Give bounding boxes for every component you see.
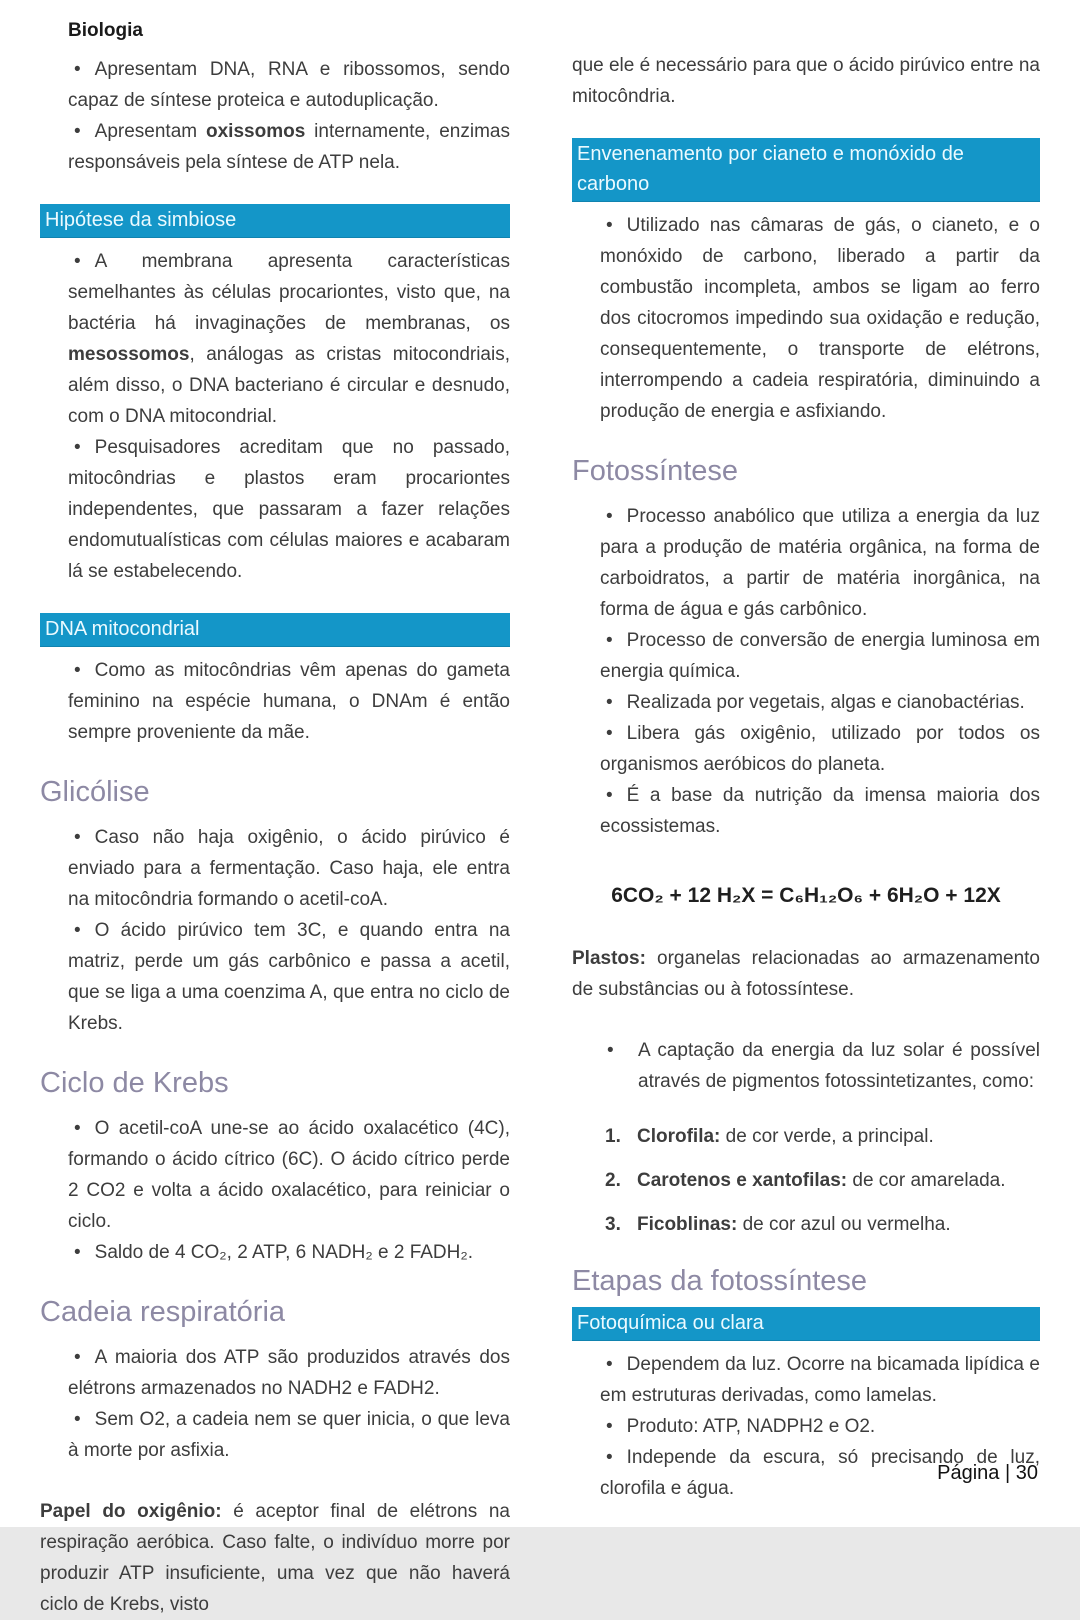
text-run: , análogas as cristas mitocondriais, além disso, o DNA bacteriano é circular e desnudo, com o DNA mitocondrial.	[68, 344, 510, 427]
list-item	[68, 655, 510, 748]
section-bar-label: Fotoquímica ou clara	[577, 1312, 764, 1334]
section-header-bar-fotoquimica	[572, 1307, 1040, 1341]
text-run: Saldo de 4 CO₂, 2 ATP, 6 NADH₂ e 2 FADH₂.	[94, 1242, 474, 1263]
paragraph-continuation	[572, 50, 1040, 112]
bold-term: Papel do oxigênio:	[40, 1501, 222, 1522]
bullet-marker: •	[606, 692, 613, 713]
text-run: internamente, enzimas responsáveis pela síntese de ATP nela.	[68, 121, 510, 173]
left-column	[40, 14, 510, 1620]
bold-term: Carotenos e xantofilas:	[637, 1170, 848, 1191]
bullet-marker: •	[606, 506, 613, 527]
list-item	[68, 116, 510, 178]
text-run: Libera gás oxigênio, utilizado por todos os organismos aeróbicos do planeta.	[600, 723, 1040, 775]
text-run: Independe da escura, só precisando de luz, clorofila e água.	[600, 1447, 1040, 1499]
section-header-bar-dna-mitocondrial	[40, 613, 510, 647]
section-bar-label: Hipótese da simbiose	[45, 209, 237, 231]
text-run: Dependem da luz. Ocorre na bicamada lipídica e em estruturas derivadas, como lamelas.	[600, 1354, 1040, 1406]
text-run: Apresentam	[94, 121, 206, 142]
list-item	[600, 210, 1040, 427]
right-column	[572, 14, 1040, 1504]
list-item	[600, 501, 1040, 625]
list-item	[68, 54, 510, 116]
list-item	[68, 246, 510, 432]
text-run: A maioria dos ATP são produzidos através dos elétrons armazenados no NADH2 e FADH2.	[68, 1347, 510, 1399]
numbered-item	[605, 1203, 1040, 1247]
section-bar-label: Envenenamento por cianeto e monóxido de carbono	[577, 143, 964, 195]
section-header-bar-simbiose	[40, 204, 510, 238]
list-item	[600, 1349, 1040, 1411]
list-item	[600, 1411, 1040, 1442]
item-number: 2.	[605, 1170, 621, 1191]
list-item	[600, 687, 1040, 718]
text-run: Caso não haja oxigênio, o ácido pirúvico é enviado para a fermentação. Caso haja, ele entra na mitocôndria formando o acetil-coA.	[68, 827, 510, 910]
text-run: Utilizado nas câmaras de gás, o cianeto, e o monóxido de carbono, liberado a partir da combustão incompleta, ambos se ligam ao ferro dos citocromos impedindo sua oxidação e redução, consequentemente, o transporte de elétrons, interrompendo a cadeia respiratória, diminuindo a produção de energia e asfixiando.	[600, 215, 1040, 422]
text-run: é aceptor final de elétrons na respiração aeróbica. Caso falte, o indivíduo morre por produzir ATP insuficiente, uma vez que não haverá ciclo de Krebs, visto	[40, 1501, 510, 1615]
text-run: Processo anabólico que utiliza a energia da luz para a produção de matéria orgânica, na forma de carboidratos, a partir de matéria inorgânica, na forma de água e gás carbônico.	[600, 506, 1040, 620]
bold-term: Clorofila:	[637, 1126, 721, 1147]
list-item	[68, 915, 510, 1039]
list-item	[600, 780, 1040, 842]
text-run: Processo de conversão de energia luminosa em energia química.	[600, 630, 1040, 682]
list-item	[68, 822, 510, 915]
page-number: Página | 30	[937, 1462, 1038, 1484]
bullet-marker: •	[607, 1040, 614, 1061]
bullet-marker: •	[74, 920, 81, 941]
section-heading-cadeia-respiratoria: Cadeia respiratória	[40, 1296, 286, 1328]
bullet-marker: •	[74, 1347, 81, 1368]
list-item	[68, 1113, 510, 1237]
list-item	[68, 1237, 510, 1268]
bullet-marker: •	[606, 630, 613, 651]
paragraph-papel-do-oxigenio	[40, 1496, 510, 1620]
section-header-bar-envenenamento	[572, 138, 1040, 202]
page-title: Biologia	[68, 20, 143, 41]
pigment-list	[572, 1115, 1040, 1247]
text-run: Apresentam DNA, RNA e ribossomos, sendo capaz de síntese proteica e autoduplicação.	[68, 59, 510, 111]
bold-term: mesossomos	[68, 344, 190, 365]
bullet-marker: •	[74, 59, 81, 80]
section-heading-glicolise: Glicólise	[40, 776, 150, 808]
text-run: Realizada por vegetais, algas e cianobactérias.	[626, 692, 1025, 713]
list-item	[607, 1035, 1040, 1097]
text-run: A membrana apresenta características semelhantes às células procariontes, visto que, na bactéria há invaginações de membranas, os	[68, 251, 510, 334]
bold-term: Plastos:	[572, 948, 646, 969]
bullet-marker: •	[74, 437, 81, 458]
list-item	[68, 432, 510, 587]
bullet-marker: •	[606, 723, 613, 744]
section-heading-fotossintese: Fotossíntese	[572, 455, 739, 487]
photosynthesis-equation: 6CO₂ + 12 H₂X = C₆H₁₂O₆ + 6H₂O + 12X	[611, 884, 1001, 907]
bold-term: Ficoblinas:	[637, 1214, 738, 1235]
list-item	[68, 1404, 510, 1466]
bullet-marker: •	[74, 1242, 81, 1263]
item-number: 1.	[605, 1126, 621, 1147]
text-run: A captação da energia da luz solar é possível através de pigmentos fotossintetizantes, como:	[638, 1040, 1040, 1092]
text-run: É a base da nutrição da imensa maioria dos ecossistemas.	[600, 785, 1040, 837]
text-run: de cor verde, a principal.	[720, 1126, 934, 1147]
bullet-marker: •	[606, 1354, 613, 1375]
text-run: Produto: ATP, NADPH2 e O2.	[626, 1416, 876, 1437]
numbered-item	[605, 1159, 1040, 1203]
bullet-marker: •	[74, 1118, 81, 1139]
numbered-item	[605, 1115, 1040, 1159]
list-item	[68, 1342, 510, 1404]
list-item	[600, 625, 1040, 687]
bullet-marker: •	[74, 251, 81, 272]
bullet-marker: •	[74, 660, 81, 681]
section-heading-ciclo-de-krebs: Ciclo de Krebs	[40, 1067, 229, 1099]
bullet-marker: •	[606, 1447, 613, 1468]
bullet-marker: •	[74, 121, 81, 142]
bullet-marker: •	[74, 1409, 81, 1430]
bold-term: oxissomos	[206, 121, 306, 142]
text-run: Pesquisadores acreditam que no passado, mitocôndrias e plastos eram procariontes independentes, que passaram a fazer relações endomutualísticas com células maiores e acabaram lá se estabelecendo.	[68, 437, 510, 582]
section-bar-label: DNA mitocondrial	[45, 618, 200, 640]
item-number: 3.	[605, 1214, 621, 1235]
text-run: de cor amarelada.	[847, 1170, 1006, 1191]
text-run: Sem O2, a cadeia nem se quer inicia, o que leva à morte por asfixia.	[68, 1409, 510, 1461]
bullet-marker: •	[606, 785, 613, 806]
paragraph-plastos	[572, 943, 1040, 1005]
list-item	[600, 718, 1040, 780]
text-run: de cor azul ou vermelha.	[737, 1214, 951, 1235]
bullet-marker: •	[74, 827, 81, 848]
text-run: O acetil-coA une-se ao ácido oxalacético (4C), formando o ácido cítrico (6C). O ácido cítrico perde 2 CO2 e volta a ácido oxalacético, para reiniciar o ciclo.	[68, 1118, 510, 1232]
text-run: Como as mitocôndrias vêm apenas do gameta feminino na espécie humana, o DNAm é então sempre proveniente da mãe.	[68, 660, 510, 743]
text-run: organelas relacionadas ao armazenamento de substâncias ou à fotossíntese.	[572, 948, 1040, 1000]
text-run: que ele é necessário para que o ácido pirúvico entre na mitocôndria.	[572, 55, 1040, 107]
bullet-marker: •	[606, 215, 613, 236]
bullet-marker: •	[606, 1416, 613, 1437]
section-heading-etapas: Etapas da fotossíntese	[572, 1265, 868, 1297]
text-run: O ácido pirúvico tem 3C, e quando entra na matriz, perde um gás carbônico e passa a acetil, que se liga a uma coenzima A, que entra no ciclo de Krebs.	[68, 920, 510, 1034]
